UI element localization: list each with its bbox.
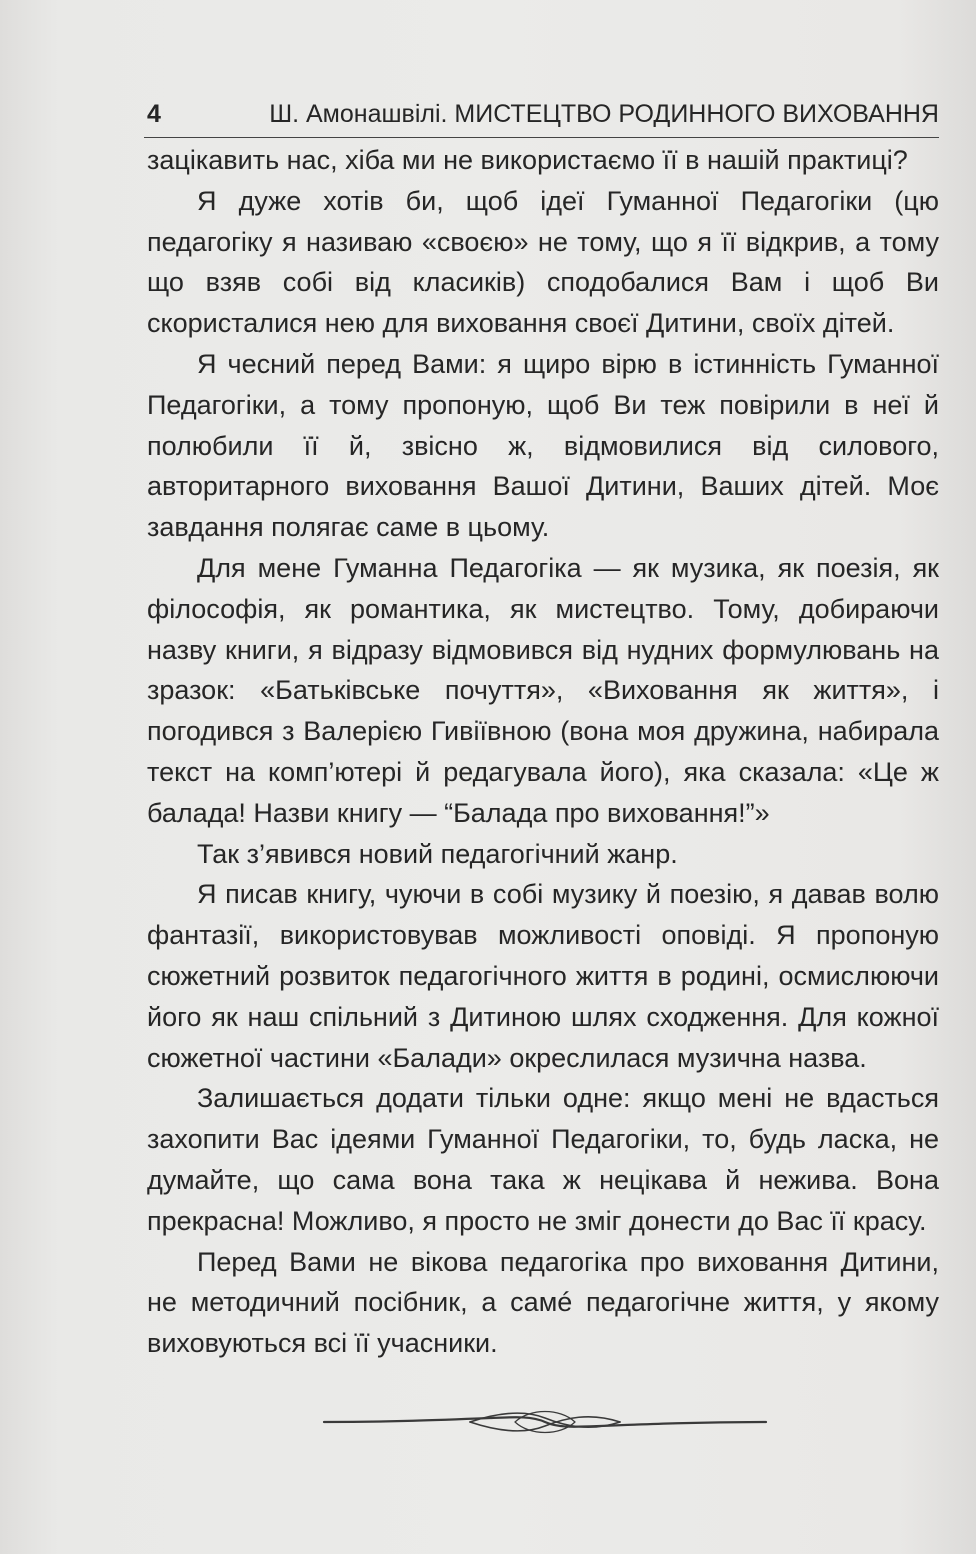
paragraph: Залишається додати тільки одне: якщо мені не вдасться захопити Вас ідеями Гуманної Педагогіки, то, будь ласка, не думайте, що сама вона така ж нецікава й нежива. Вона прекрасна! Можливо, я просто не зміг донести до Вас її красу. [147, 1083, 939, 1236]
paragraph: Перед Вами не вікова педагогіка про виховання Дитини, не методичний посібник, а самé педагогічне життя, у якому виховуються всі її учасники. [147, 1246, 939, 1359]
paragraph: Я писав книгу, чуючи в собі музику й поезію, я давав волю фантазії, використовував можливості оповіді. Я пропоную сюжетний розвиток педагогічного життя в родині, осмислюючи його як наш спільний з Дитиною шлях сходження. Для кожної сюжетної частини «Балади» окреслилася музична назва. [147, 879, 939, 1073]
paragraph: Так з’явився новий педагогічний жанр. [197, 838, 678, 869]
running-header [147, 94, 939, 134]
page-number: 4 [147, 100, 161, 128]
paragraph-continued: зацікавить нас, хіба ми не використаємо її в нашій практиці? [147, 145, 908, 175]
body-text [147, 140, 939, 1364]
header-rule [144, 137, 939, 138]
paragraph: Я дуже хотів би, щоб ідеї Гуманної Педагогіки (цю педагогіку я називаю «своєю» не тому, що я її відкрив, а тому що взяв собі від класиків) сподобалися Вам і щоб Ви скористалися нею для виховання своєї Дитини, своїх дітей. [147, 185, 939, 339]
flourish-divider-icon [320, 1404, 770, 1440]
running-title: Ш. Амонашвілі. МИСТЕЦТВО РОДИННОГО ВИХОВАННЯ [269, 100, 939, 128]
paragraph: Я чесний перед Вами: я щиро вірю в істинність Гуманної Педагогіки, а тому пропоную, щоб Ви теж повірили в неї й полюбили її й, звісно ж, відмовилися від силового, авторитарного виховання Вашої Дитини, Ваших дітей. Моє завдання полягає саме в цьому. [147, 348, 939, 543]
paragraph: Для мене Гуманна Педагогіка — як музика, як поезія, як філософія, як романтика, як мистецтво. Тому, добираючи назву книги, я відразу відмовився від нудних формулювань на зразок: «Батьківське почуття», «Виховання як життя», і погодився з Валерією Гивіївною (вона моя дружина, набирала текст на комп’ютері й редагувала його), яка сказала: «Це ж балада! Назви книгу — “Балада про виховання!”» [147, 552, 939, 828]
